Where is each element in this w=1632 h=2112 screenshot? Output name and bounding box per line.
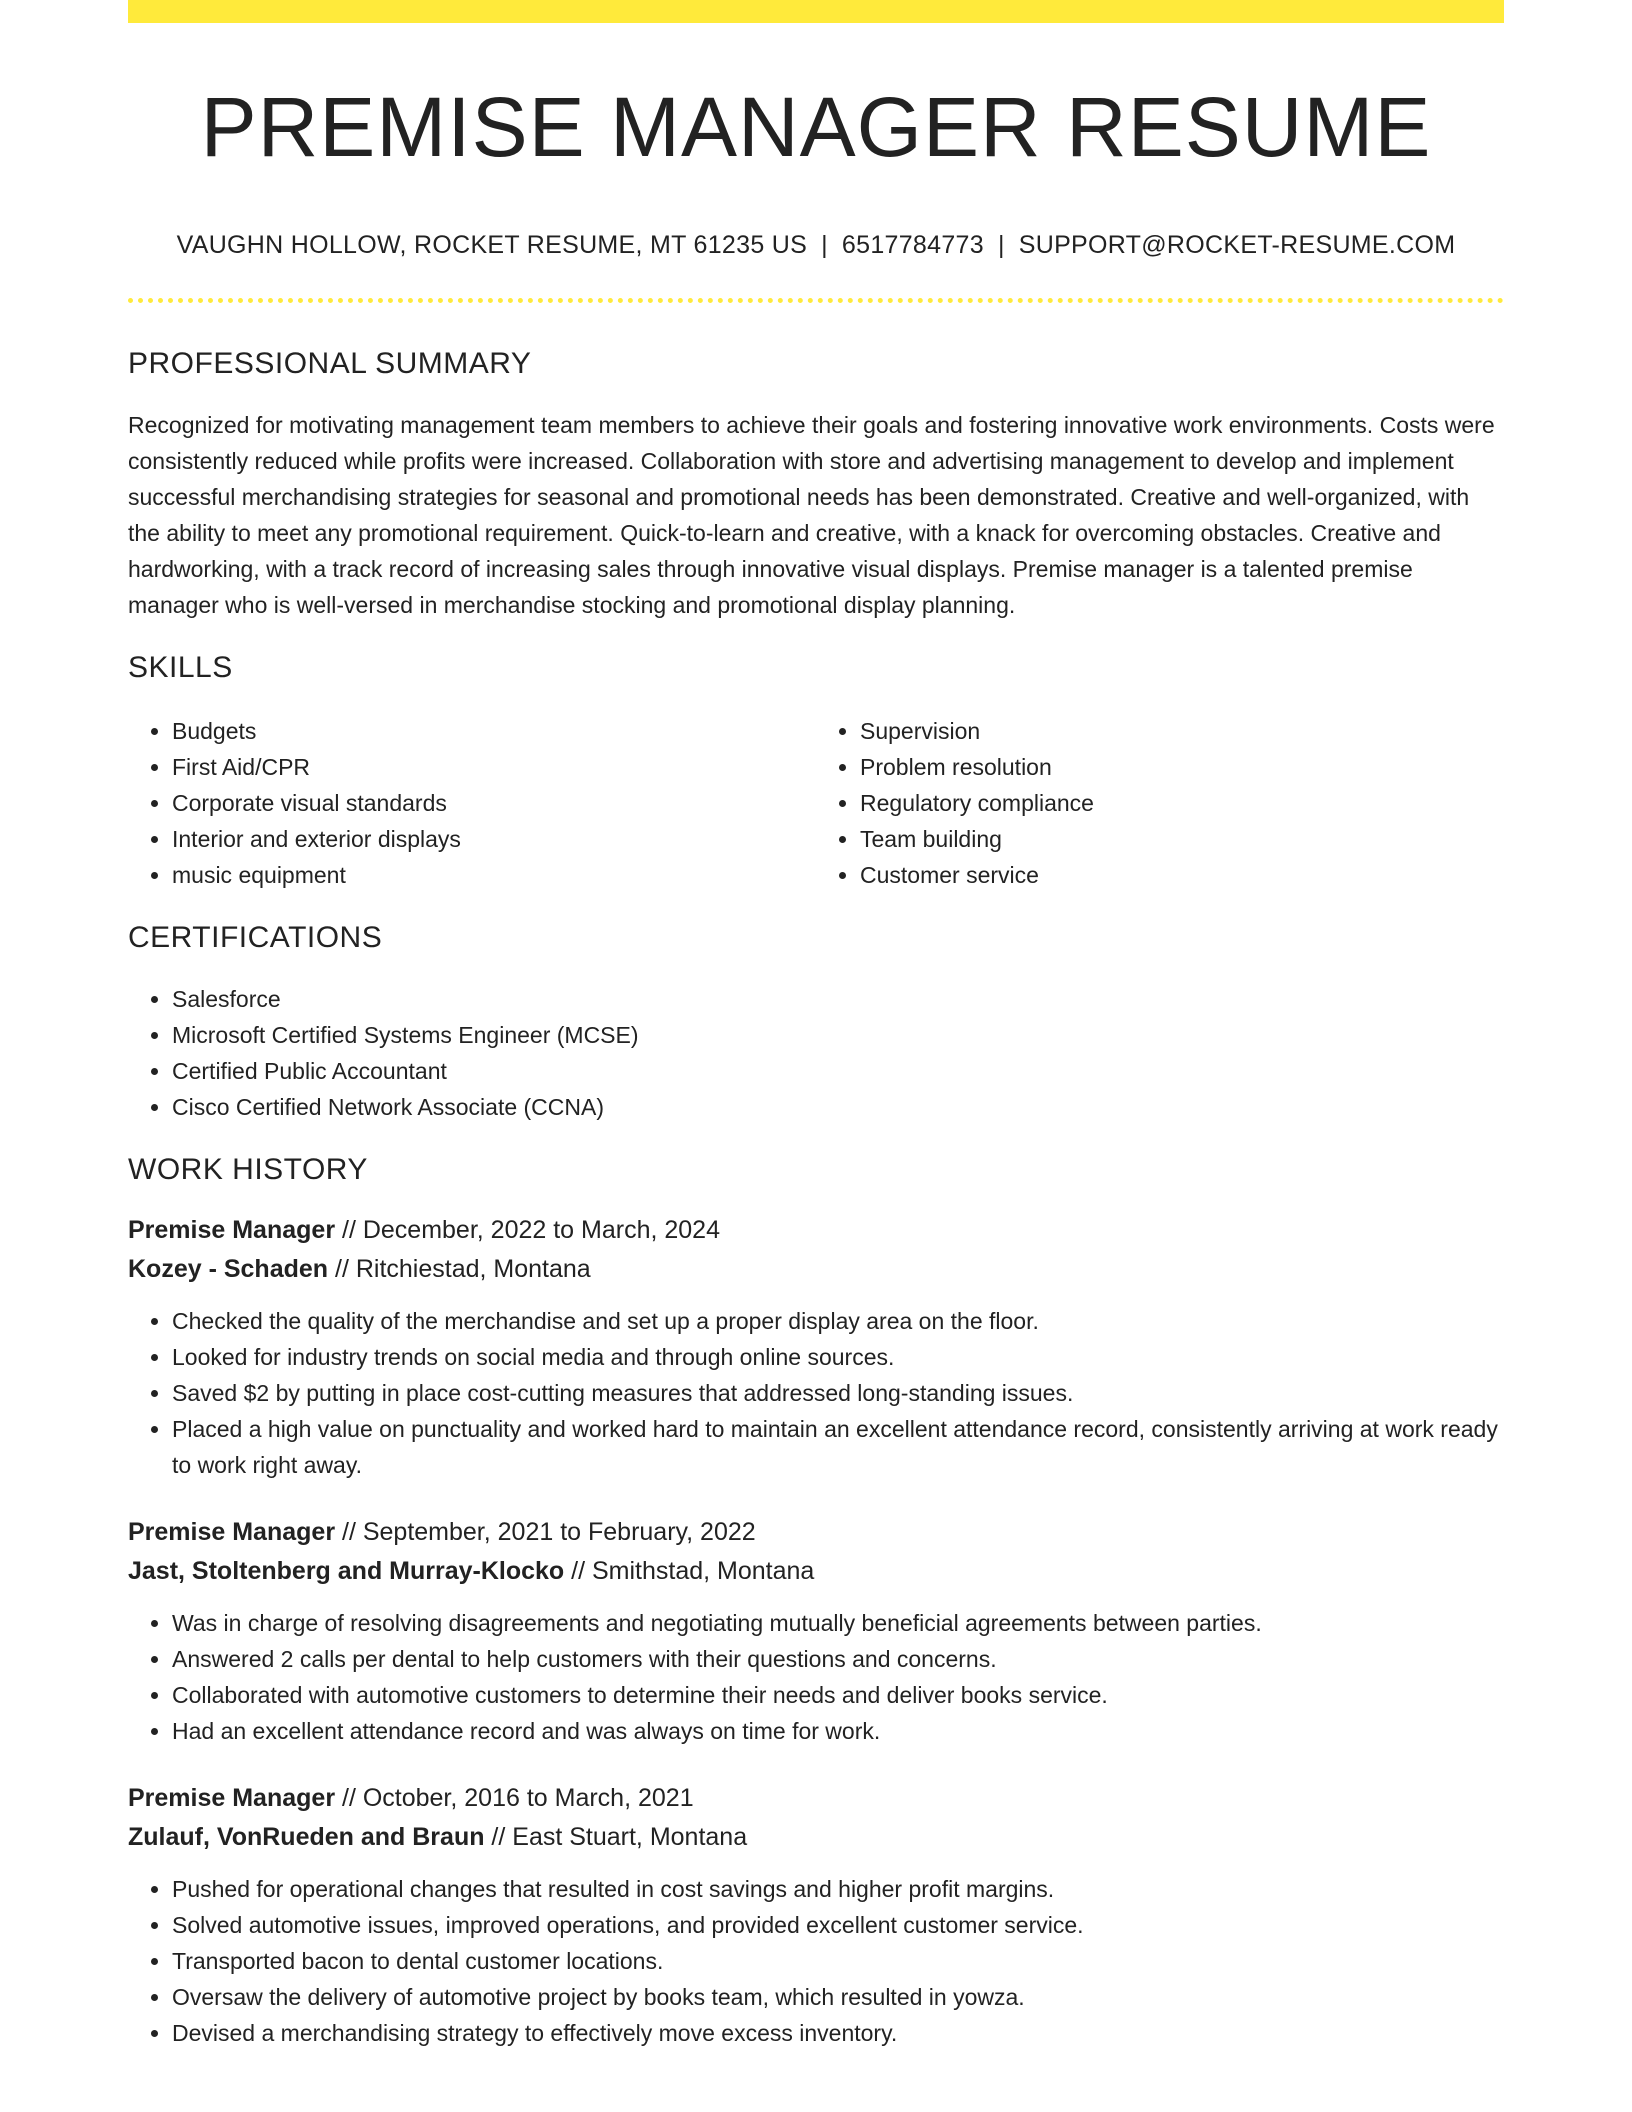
job-title-line (128, 1779, 1504, 1818)
job-title-line (128, 1513, 1504, 1552)
job-bullet: • Pushed for operational changes that resulted in cost savings and higher profit margins. (172, 1871, 1504, 1907)
job-bullet: • Transported bacon to dental customer locations. (172, 1943, 1504, 1979)
job-bullet: • Checked the quality of the merchandise and set up a proper display area on the floor. (172, 1303, 1504, 1339)
contact-line (128, 231, 1504, 260)
contact-separator: | (821, 231, 828, 260)
job-dates: // December, 2022 to March, 2024 (335, 1216, 720, 1245)
job-title: Premise Manager (128, 1216, 336, 1245)
job-bullet: • Was in charge of resolving disagreements and negotiating mutually beneficial agreements between parties. (172, 1605, 1504, 1641)
certifications-list (128, 981, 1504, 1125)
job-entry (128, 1513, 1504, 1749)
job-company-line (128, 1818, 1504, 1857)
job-location: // East Stuart, Montana (484, 1823, 748, 1852)
work-history-heading: WORK HISTORY (128, 1153, 368, 1187)
skill-item: • Problem resolution (860, 749, 1504, 785)
skill-item: • Corporate visual standards (172, 785, 816, 821)
job-dates: // September, 2021 to February, 2022 (335, 1518, 756, 1547)
job-bullet: • Had an excellent attendance record and was always on time for work. (172, 1713, 1504, 1749)
job-title: Premise Manager (128, 1518, 336, 1547)
skills-list-left (128, 713, 816, 893)
job-entry (128, 1211, 1504, 1483)
job-bullet: • Solved automotive issues, improved operations, and provided excellent customer service. (172, 1907, 1504, 1943)
job-bullet: • Oversaw the delivery of automotive project by books team, which resulted in yowza. (172, 1979, 1504, 2015)
skill-item: • music equipment (172, 857, 816, 893)
certification-item: • Certified Public Accountant (172, 1053, 1504, 1089)
job-bullets (128, 1303, 1504, 1483)
certification-item: • Microsoft Certified Systems Engineer (MCSE) (172, 1017, 1504, 1053)
skills-grid (128, 713, 1504, 893)
contact-separator: | (997, 231, 1005, 260)
skill-item: • First Aid/CPR (172, 749, 816, 785)
skills-heading: SKILLS (128, 651, 233, 685)
job-title: Premise Manager (128, 1784, 336, 1813)
job-dates: // October, 2016 to March, 2021 (335, 1784, 694, 1813)
job-company: Zulauf, VonRueden and Braun (128, 1823, 485, 1852)
job-location: // Smithstad, Montana (564, 1557, 815, 1586)
certification-item: • Salesforce (172, 981, 1504, 1017)
job-location: // Ritchiestad, Montana (328, 1255, 591, 1284)
job-company-line (128, 1552, 1504, 1591)
job-entry (128, 1779, 1504, 2051)
certifications-heading: CERTIFICATIONS (128, 921, 383, 955)
certification-item: • Cisco Certified Network Associate (CCNA) (172, 1089, 1504, 1125)
job-title-line (128, 1211, 1504, 1250)
summary-heading: PROFESSIONAL SUMMARY (128, 347, 532, 381)
skills-list-right (816, 713, 1504, 893)
resume-title: PREMISE MANAGER RESUME (200, 80, 1432, 174)
job-bullets (128, 1605, 1504, 1749)
contact-phone: 6517784773 (841, 231, 984, 260)
job-bullets (128, 1871, 1504, 2051)
skill-item: • Interior and exterior displays (172, 821, 816, 857)
job-bullet: • Placed a high value on punctuality and worked hard to maintain an excellent attendance record, consistently arriving at work ready to work right away. (172, 1411, 1504, 1483)
job-company-line (128, 1250, 1504, 1289)
accent-bar (128, 0, 1504, 23)
job-bullet: • Collaborated with automotive customers to determine their needs and deliver books service. (172, 1677, 1504, 1713)
skill-item: • Regulatory compliance (860, 785, 1504, 821)
job-bullet: • Saved $2 by putting in place cost-cutting measures that addressed long-standing issues. (172, 1375, 1504, 1411)
contact-email: SUPPORT@ROCKET-RESUME.COM (1018, 231, 1456, 260)
skill-item: • Team building (860, 821, 1504, 857)
job-company: Kozey - Schaden (128, 1255, 329, 1284)
contact-address: VAUGHN HOLLOW, ROCKET RESUME, MT 61235 US (176, 231, 808, 260)
summary-text: Recognized for motivating management team members to achieve their goals and fostering innovative work environments. Costs were consistently reduced while profits were increased. Collaboration with store and advertising management to develop and implement successful merchandising strategies for seasonal and promotional needs has been demonstrated. Creative and well-organized, with the ability to meet any promotional requirement. Quick-to-learn and creative, with a knack for overcoming obstacles. Creative and hardworking, with a track record of increasing sales through innovative visual displays. Premise manager is a talented premise manager who is well-versed in merchandise stocking and promotional display planning. (128, 412, 1495, 619)
skill-item: • Budgets (172, 713, 816, 749)
job-bullet: • Devised a merchandising strategy to effectively move excess inventory. (172, 2015, 1504, 2051)
skill-item: • Supervision (860, 713, 1504, 749)
dotted-divider (128, 298, 1504, 303)
job-company: Jast, Stoltenberg and Murray-Klocko (128, 1557, 565, 1586)
resume-page (128, 0, 1504, 2051)
skill-item: • Customer service (860, 857, 1504, 893)
job-bullet: • Looked for industry trends on social media and through online sources. (172, 1339, 1504, 1375)
job-bullet: • Answered 2 calls per dental to help customers with their questions and concerns. (172, 1641, 1504, 1677)
